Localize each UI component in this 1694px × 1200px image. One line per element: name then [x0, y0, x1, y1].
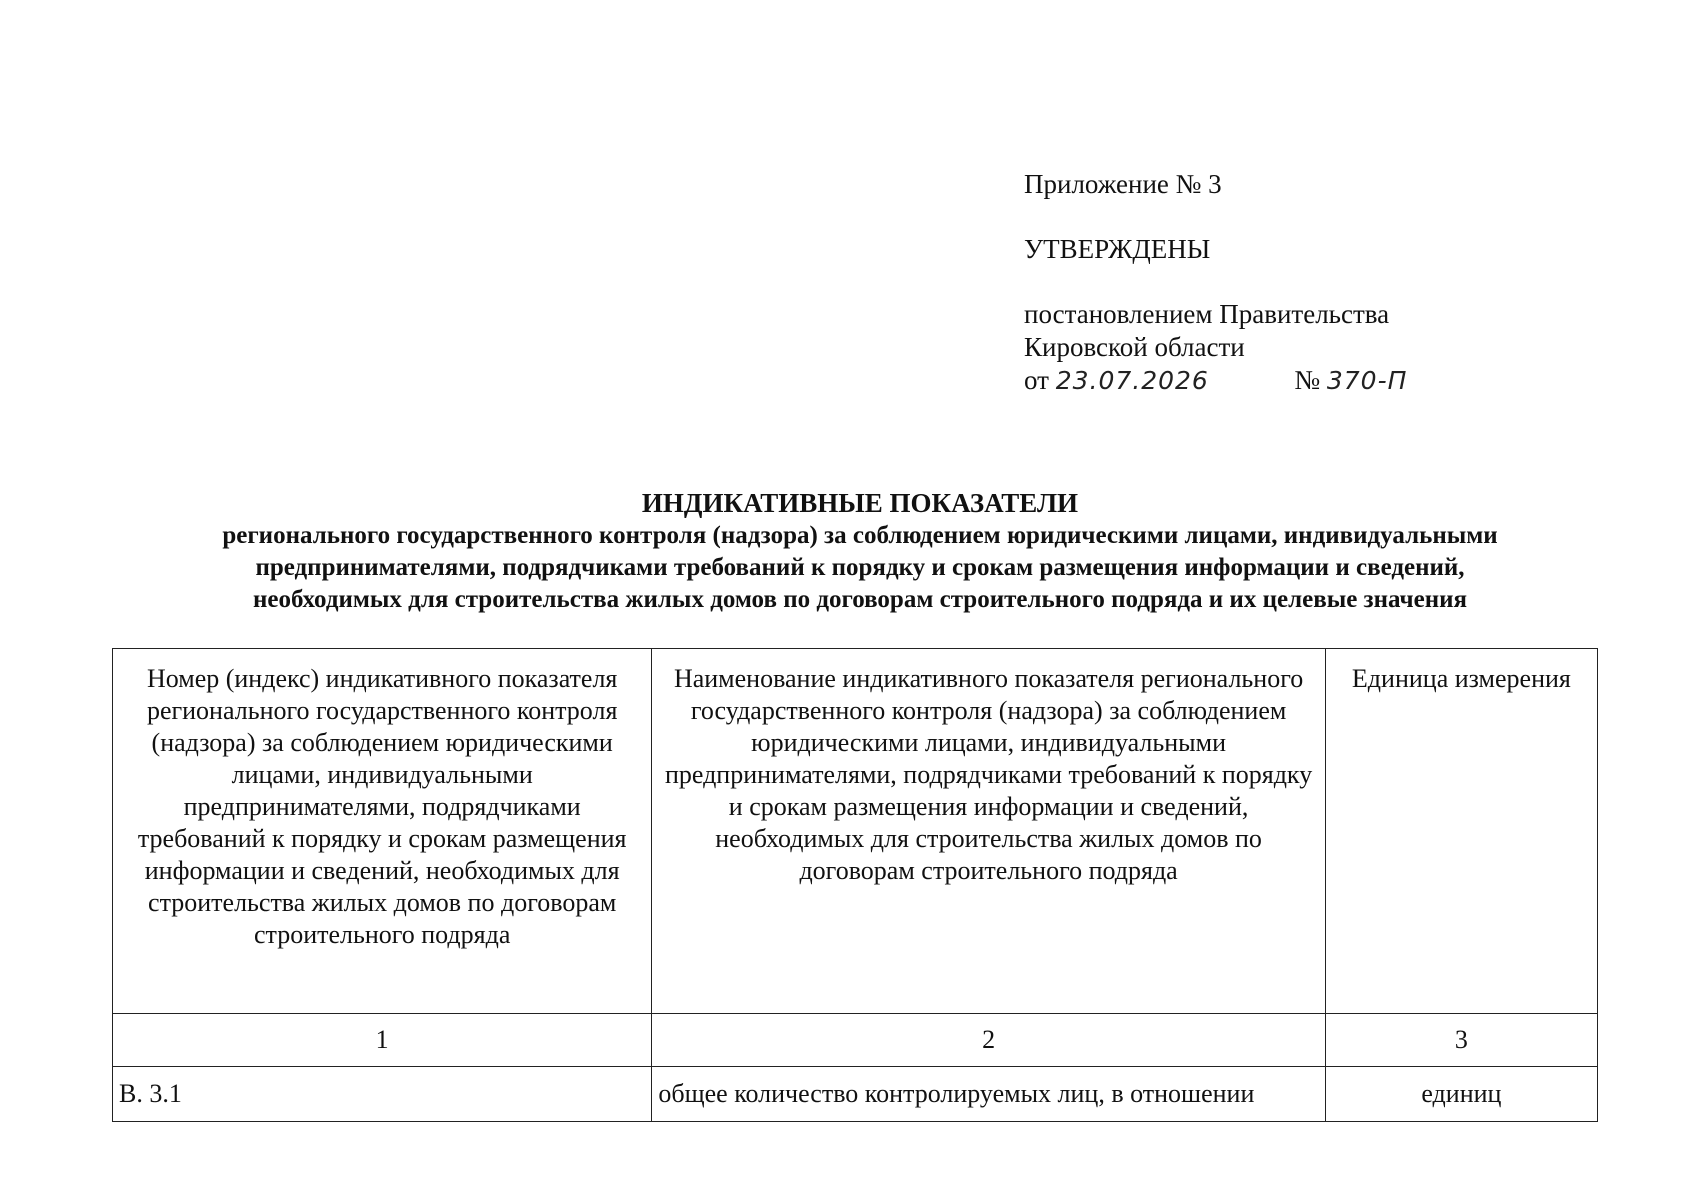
title-line-1: регионального государственного контроля (надзора) за соблюдением юридическими лицами, индивидуальными [222, 522, 1498, 549]
decree-line-1: постановлением Правительства [1024, 299, 1390, 329]
column-number-2: 2 [652, 1014, 1325, 1067]
column-number-row [113, 1014, 1598, 1067]
decree-date: 23.07.2026 [1055, 366, 1209, 395]
approved-label: УТВЕРЖДЕНЫ [1024, 234, 1211, 264]
table-header-row [113, 649, 1598, 1014]
document-title [60, 486, 1660, 616]
indicators-table [112, 648, 1598, 1122]
main-title: ИНДИКАТИВНЫЕ ПОКАЗАТЕЛИ [641, 488, 1079, 518]
appendix-label: Приложение № 3 [1024, 169, 1222, 199]
approval-block [1024, 168, 1584, 397]
row-name: общее количество контролируемых лиц, в отношении [652, 1067, 1325, 1122]
decree-date-number [1024, 364, 1584, 397]
table-row [113, 1067, 1598, 1122]
row-unit: единиц [1325, 1067, 1597, 1122]
title-line-3: необходимых для строительства жилых домов по договорам строительного подряда и их целевые значения [252, 586, 1468, 613]
decree-line-2: Кировской области [1024, 332, 1245, 362]
header-name: Наименование индикативного показателя регионального государственного контроля (надзора) за соблюдением юридическими лицами, индивидуальными предпринимателями, подрядчиками требований к порядку и срокам размещения информации и сведений, необходимых для строительства жилых домов по договорам строительного подряда [652, 649, 1325, 1014]
header-unit: Единица измерения [1325, 649, 1597, 1014]
decree-number: 370-П [1326, 366, 1408, 395]
number-prefix: № [1294, 365, 1321, 395]
date-prefix: от [1024, 365, 1049, 395]
header-index: Номер (индекс) индикативного показателя регионального государственного контроля (надзора) за соблюдением юридическими лицами, индивидуальными предпринимателями, подрядчиками требований к порядку и срокам размещения информации и сведений, необходимых для строительства жилых домов по договорам строительного подряда [113, 649, 652, 1014]
title-line-2: предпринимателями, подрядчиками требований к порядку и срокам размещения информации и сведений, [255, 554, 1465, 581]
column-number-3: 3 [1325, 1014, 1597, 1067]
column-number-1: 1 [113, 1014, 652, 1067]
row-index: В. 3.1 [113, 1067, 652, 1122]
